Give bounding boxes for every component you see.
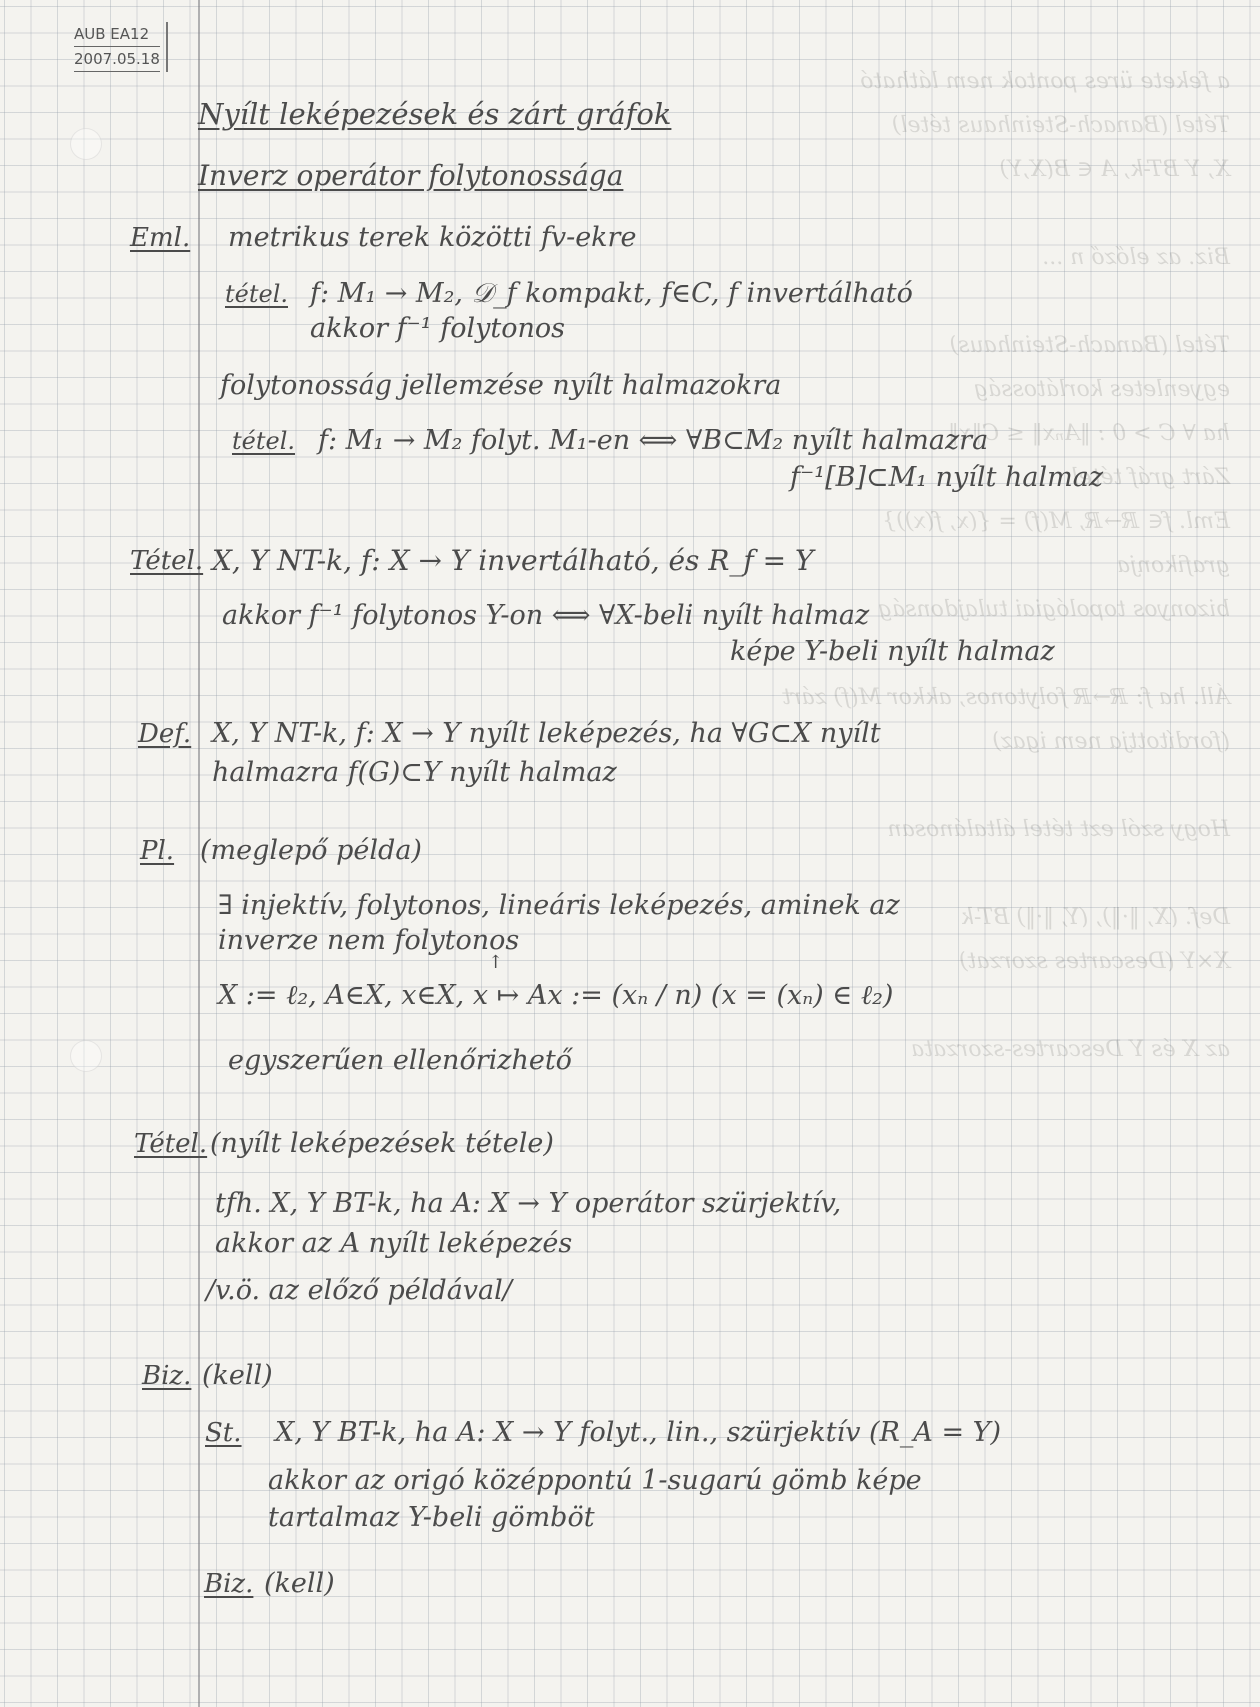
pl-b: ∃ injektív, folytonos, lineáris leképezés, aminek az	[218, 890, 900, 921]
bleed-line: egyenletes korlátosság	[973, 377, 1230, 402]
tetel-open-c: akkor az A nyílt leképezés	[215, 1228, 573, 1259]
bleed-line: Def. (X, ‖·‖), (Y, ‖·‖) BT-k	[960, 905, 1230, 930]
st-label: St.	[205, 1418, 242, 1448]
bleed-line: Hogy szól ezt tétel általánosan	[887, 817, 1230, 842]
pl-c: inverze nem folytonos	[218, 925, 520, 956]
def-label: Def.	[138, 719, 192, 749]
biz-text: (kell)	[202, 1360, 273, 1391]
tetel-label: Tétel.	[130, 546, 204, 576]
biz-label: Biz.	[142, 1361, 192, 1391]
punch-hole	[70, 128, 102, 160]
pl-e: egyszerűen ellenőrizhető	[228, 1045, 572, 1076]
tetel-open-a: (nyílt leképezések tétele)	[210, 1128, 554, 1159]
bleed-line	[900, 192, 1230, 236]
tetel-open-d: /v.ö. az előző példával/	[206, 1275, 512, 1306]
pl-a: (meglepő példa)	[200, 835, 422, 866]
bleed-line: grafikonja	[1116, 553, 1230, 578]
bleed-line: Tétel (Banach-Steinhaus)	[949, 333, 1230, 358]
bleed-line: ha ∀ C > 0 : ‖Aₙx‖ ≤ C‖x‖	[947, 421, 1230, 446]
bleed-line	[900, 280, 1230, 324]
eml-tetel2-b: f⁻¹[B]⊂M₁ nyílt halmaz	[790, 462, 1104, 493]
bleed-line: bizonyos topológiai tulajdonság	[877, 597, 1230, 622]
pl-caret: ↑	[488, 952, 504, 973]
tetel-a: X, Y NT-k, f: X → Y invertálható, és R_f = Y	[212, 544, 814, 577]
tetel-c: képe Y-beli nyílt halmaz	[730, 636, 1055, 667]
bleed-line	[900, 852, 1230, 896]
biz-label-2: Biz.	[204, 1569, 254, 1599]
stamp-code: AUB EA12	[74, 25, 150, 43]
eml-text: metrikus terek közötti fv-ekre	[228, 222, 637, 253]
stamp-date: 2007.05.18	[74, 46, 160, 72]
page-title: Nyílt leképezések és zárt gráfok	[198, 97, 672, 131]
tetel-open-b: tfh. X, Y BT-k, ha A: X → Y operátor szürjektív,	[215, 1188, 842, 1219]
bleed-line: a fekete üres pontok nem látható	[860, 69, 1230, 94]
bleed-line	[900, 764, 1230, 808]
def-a: X, Y NT-k, f: X → Y nyílt leképezés, ha ∀G⊂X nyílt	[212, 718, 881, 749]
bleed-line: Tétel (Banach-Steinhaus tétel)	[891, 113, 1230, 138]
eml-tetel1-label: tétel.	[225, 280, 288, 308]
st-c: tartalmaz Y-beli gömböt	[268, 1502, 595, 1533]
section-title: Inverz operátor folytonossága	[198, 159, 624, 192]
bleed-line: az X és Y Descartes-szorzata	[911, 1037, 1230, 1062]
eml-tetel1-a: f: M₁ → M₂, 𝒟_f kompakt, f∈C, f invertálható	[310, 278, 913, 309]
tetel-open-label: Tétel.	[134, 1129, 208, 1159]
bleed-line: X, Y BT-k, A ∈ B(X,Y)	[999, 157, 1230, 182]
tetel-b: akkor f⁻¹ folytonos Y-on ⟺ ∀X-beli nyílt halmaz	[222, 600, 870, 631]
date-stamp	[74, 22, 168, 72]
bleed-line: X×Y (Descartes szorzat)	[958, 949, 1230, 974]
bleed-line: Áll. ha f: ℝ→ℝ folytonos, akkor M(f) zárt	[782, 685, 1230, 710]
bleed-line	[900, 984, 1230, 1028]
punch-hole	[70, 1040, 102, 1072]
bleed-line: (fordítottja nem igaz)	[992, 729, 1230, 754]
bleed-line: Biz. az előző n ...	[1042, 245, 1230, 270]
eml-label: Eml.	[130, 223, 191, 253]
bleed-line: Zárt gráf tétel	[1071, 465, 1230, 490]
eml-text-2: folytonosság jellemzése nyílt halmazokra	[220, 370, 782, 401]
st-a: X, Y BT-k, ha A: X → Y folyt., lin., szürjektív (R_A = Y)	[275, 1417, 1002, 1448]
bleed-line: Eml. f∈ ℝ→ℝ, M(f) = {(x, f(x))}	[882, 509, 1230, 534]
eml-tetel2-label: tétel.	[232, 427, 295, 455]
biz-text-2: (kell)	[264, 1568, 335, 1599]
eml-tetel2-a: f: M₁ → M₂ folyt. M₁-en ⟺ ∀B⊂M₂ nyílt halmazra	[318, 425, 989, 456]
eml-tetel1-b: akkor f⁻¹ folytonos	[310, 313, 565, 344]
pl-label: Pl.	[140, 836, 175, 866]
pl-formula: X := ℓ₂, A∈X, x∈X, x ↦ Ax := (xₙ / n) (x = (xₙ) ∈ ℓ₂)	[218, 980, 894, 1011]
st-b: akkor az origó középpontú 1-sugarú gömb képe	[268, 1465, 922, 1496]
def-b: halmazra f(G)⊂Y nyílt halmaz	[212, 757, 617, 788]
